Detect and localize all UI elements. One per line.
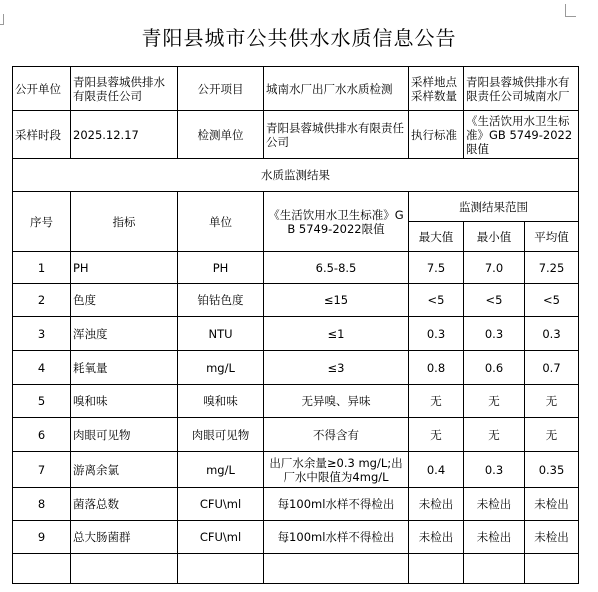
- row-unit: CFU\ml: [178, 488, 264, 521]
- info-row-2: [13, 111, 579, 159]
- table-row: [13, 252, 579, 284]
- row-indicator: 菌落总数: [71, 488, 178, 521]
- table-row: [13, 418, 579, 452]
- row-avg: 无: [525, 385, 579, 418]
- row-limit: 6.5-8.5: [264, 252, 409, 284]
- header-seq: 序号: [13, 192, 71, 252]
- row-unit: 嗅和味: [178, 385, 264, 418]
- lab-label: 检测单位: [178, 111, 264, 159]
- empty-cell: [525, 554, 579, 584]
- empty-cell: [178, 554, 264, 584]
- row-avg: 7.25: [525, 252, 579, 284]
- row-unit: 铂钴色度: [178, 284, 264, 317]
- publisher-label: 公开单位: [13, 67, 71, 111]
- row-limit: 无异嗅、异味: [264, 385, 409, 418]
- header-range: 监测结果范围: [409, 192, 579, 222]
- row-seq: 8: [13, 488, 71, 521]
- row-min: 7.0: [464, 252, 525, 284]
- header-max: 最大值: [409, 222, 464, 252]
- section-title: 水质监测结果: [13, 159, 579, 192]
- row-indicator: 耗氧量: [71, 351, 178, 385]
- lab-value: 青阳县蓉城供排水有限责任公司: [264, 111, 409, 159]
- row-limit: 不得含有: [264, 418, 409, 452]
- table-row: [13, 317, 579, 351]
- row-max: 未检出: [409, 521, 464, 554]
- row-indicator: 肉眼可见物: [71, 418, 178, 452]
- row-avg: 未检出: [525, 488, 579, 521]
- standard-label: 执行标准: [409, 111, 464, 159]
- table-row: [13, 521, 579, 554]
- row-unit: NTU: [178, 317, 264, 351]
- table-row: [13, 385, 579, 418]
- crop-mark-top-right: [565, 4, 576, 17]
- page-title: 青阳县城市公共供水水质信息公告: [141, 26, 457, 50]
- row-avg: 无: [525, 418, 579, 452]
- row-max: 7.5: [409, 252, 464, 284]
- info-row-1: [13, 67, 579, 111]
- row-min: 0.3: [464, 452, 525, 488]
- row-avg: 未检出: [525, 521, 579, 554]
- row-indicator: 浑浊度: [71, 317, 178, 351]
- table-row: [13, 488, 579, 521]
- sample-site-label: 采样地点采样数量: [409, 67, 464, 111]
- row-unit: CFU\ml: [178, 521, 264, 554]
- empty-cell: [409, 554, 464, 584]
- row-min: 未检出: [464, 488, 525, 521]
- empty-cell: [464, 554, 525, 584]
- row-avg: 0.35: [525, 452, 579, 488]
- table-row: [13, 452, 579, 488]
- header-indicator: 指标: [71, 192, 178, 252]
- row-unit: mg/L: [178, 351, 264, 385]
- row-max: <5: [409, 284, 464, 317]
- row-seq: 7: [13, 452, 71, 488]
- row-avg: 0.7: [525, 351, 579, 385]
- empty-cell: [71, 554, 178, 584]
- row-seq: 9: [13, 521, 71, 554]
- table-row: [13, 284, 579, 317]
- standard-value: 《生活饮用水卫生标准》GB 5749-2022限值: [464, 111, 579, 159]
- row-min: <5: [464, 284, 525, 317]
- empty-cell: [264, 554, 409, 584]
- row-avg: <5: [525, 284, 579, 317]
- water-quality-table: [12, 66, 579, 584]
- row-max: 0.4: [409, 452, 464, 488]
- row-indicator: 色度: [71, 284, 178, 317]
- row-avg: 0.3: [525, 317, 579, 351]
- table-row: [13, 351, 579, 385]
- publisher-value: 青阳县蓉城供排水有限责任公司: [71, 67, 178, 111]
- row-seq: 6: [13, 418, 71, 452]
- header-avg: 平均值: [525, 222, 579, 252]
- row-limit: ≤15: [264, 284, 409, 317]
- table-row-empty: [13, 554, 579, 584]
- row-seq: 1: [13, 252, 71, 284]
- row-max: 0.8: [409, 351, 464, 385]
- row-min: 0.6: [464, 351, 525, 385]
- row-seq: 2: [13, 284, 71, 317]
- header-limit: 《生活饮用水卫生标准》GB 5749-2022限值: [264, 192, 409, 252]
- row-indicator: 总大肠菌群: [71, 521, 178, 554]
- row-min: 未检出: [464, 521, 525, 554]
- row-min: 0.3: [464, 317, 525, 351]
- row-indicator: 游离余氯: [71, 452, 178, 488]
- row-max: 0.3: [409, 317, 464, 351]
- row-limit: 出厂水余量≥0.3 mg/L;出厂水中限值为4mg/L: [264, 452, 409, 488]
- row-limit: 每100ml水样不得检出: [264, 488, 409, 521]
- row-indicator: PH: [71, 252, 178, 284]
- sample-site-value: 青阳县蓉城供排水有限责任公司城南水厂: [464, 67, 579, 111]
- row-max: 未检出: [409, 488, 464, 521]
- row-limit: ≤3: [264, 351, 409, 385]
- section-title-row: [13, 159, 579, 192]
- row-limit: 每100ml水样不得检出: [264, 521, 409, 554]
- project-label: 公开项目: [178, 67, 264, 111]
- header-min: 最小值: [464, 222, 525, 252]
- row-seq: 4: [13, 351, 71, 385]
- time-value: 2025.12.17: [71, 111, 178, 159]
- row-min: 无: [464, 385, 525, 418]
- header-row-1: [13, 192, 579, 222]
- time-label: 采样时段: [13, 111, 71, 159]
- row-unit: 肉眼可见物: [178, 418, 264, 452]
- row-unit: mg/L: [178, 452, 264, 488]
- row-unit: PH: [178, 252, 264, 284]
- row-indicator: 嗅和味: [71, 385, 178, 418]
- empty-cell: [13, 554, 71, 584]
- row-min: 无: [464, 418, 525, 452]
- row-max: 无: [409, 385, 464, 418]
- row-seq: 3: [13, 317, 71, 351]
- row-max: 无: [409, 418, 464, 452]
- project-value: 城南水厂出厂水水质检测: [264, 67, 409, 111]
- row-seq: 5: [13, 385, 71, 418]
- row-limit: ≤1: [264, 317, 409, 351]
- header-unit: 单位: [178, 192, 264, 252]
